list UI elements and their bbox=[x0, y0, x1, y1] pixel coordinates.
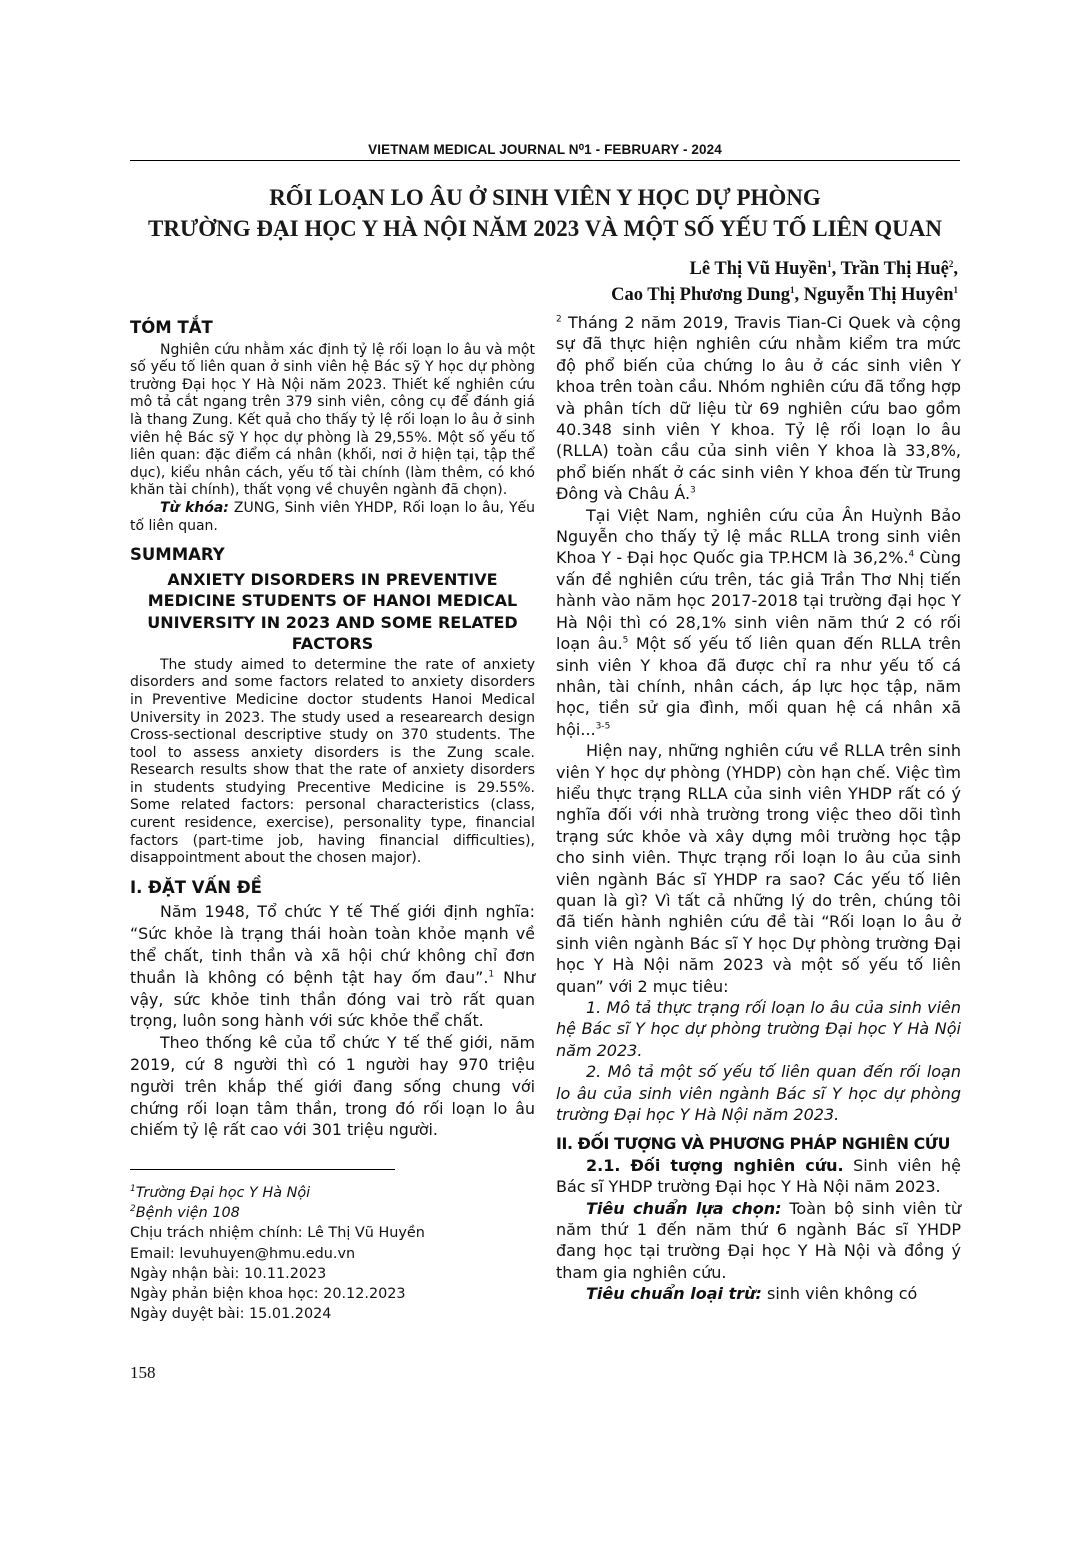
left-column bbox=[130, 312, 535, 1141]
footnote-affil-2-text: Bệnh viện 108 bbox=[135, 1205, 240, 1222]
footnote-accepted: Ngày duyệt bài: 15.01.2024 bbox=[130, 1306, 332, 1323]
objective-2: 2. Mô tả một số yếu tố liên quan đến rối loạn lo âu của sinh viên ngành Bác sĩ Y học dự phòng trường Đại học Y Hà Nội năm 2023. bbox=[556, 1062, 961, 1125]
exclusion-text: sinh viên không có bbox=[761, 1284, 918, 1304]
summary-title: ANXIETY DISORDERS IN PREVENTIVE MEDICINE STUDENTS OF HANOI MEDICAL UNIVERSITY IN 2023 AND SOME RELATED FACTORS bbox=[147, 569, 518, 654]
footnote-affil-1-text: Trường Đại học Y Hà Nội bbox=[135, 1185, 311, 1201]
abstract-text: Nghiên cứu nhằm xác định tỷ lệ rối loạn lo âu và một số yếu tố liên quan ở sinh viên hệ Bác sỹ Y học dự phòng trường Đại học Y Hà Nội năm 2023. Thiết kế nghiên cứu mô tả cắt ngang trên 379 sinh viên, công cụ để đánh giá là thang Zung. Kết quả cho thấy tỷ lệ rối loạn lo âu ở sinh viên hệ Bác sỹ Y học dự phòng là 29,55%. Một số yếu tố liên quan: đặc điểm cá nhân (khối, nơi ở hiện tại, tập thể dục), kiểu nhân cách, yếu tố tài chính (làm thêm, có khó khăn tài chính), thất vọng về chuyên ngành đã chọn). bbox=[130, 341, 535, 499]
intro-p3-end: Một số yếu tố liên quan đến RLLA trên sinh viên Y khoa đã được chỉ ra như yếu tố cá nhân, tài chính, nhân cách, áp lực học tập, năm học, tiền sử gia đình, mối quan hệ cá nhân xã hội... bbox=[556, 634, 962, 739]
inclusion-text: Toàn bộ sinh viên từ năm thứ 1 đến năm thứ 6 ngành Bác sĩ YHDP đang học tại trường Đại học Y Hà Nội và đồng ý tham gia nghiên cứu. bbox=[556, 1198, 961, 1282]
journal-header: VIETNAM MEDICAL JOURNAL N⁰1 - FEBRUARY - 2024 bbox=[368, 142, 722, 157]
footnote-affil-2 bbox=[130, 1203, 535, 1223]
citation: 2 bbox=[556, 314, 562, 325]
methods-subjects-text: Sinh viên hệ Bác sĩ YHDP trường Đại học Y Hà Nội năm 2023. bbox=[556, 1155, 962, 1197]
citation: 3-5 bbox=[595, 721, 611, 732]
objective-1: 1. Mô tả thực trạng rối loạn lo âu của sinh viên hệ Bác sĩ Y học dự phòng trường Đại học Y Hà Nội năm 2023. bbox=[556, 998, 961, 1060]
inclusion-label: Tiêu chuẩn lựa chọn: bbox=[586, 1198, 782, 1218]
intro-paragraph-1 bbox=[130, 901, 535, 1032]
exclusion-label: Tiêu chuẩn loại trừ: bbox=[586, 1284, 762, 1304]
authors-line-1: Lê Thị Vũ Huyền$^1$, Trần Thị Huệ$^2$, bbox=[689, 258, 958, 279]
header-rule bbox=[130, 160, 960, 161]
intro-p2-cont-text: Tháng 2 năm 2019, Travis Tian-Ci Quek và cộng sự đã thực hiện nghiên cứu nhằm kiểm tra mức độ phổ biến của chứng lo âu ở các sinh viên Y khoa trên toàn cầu. Nhóm nghiên cứu đã tổng hợp và phân tích dữ liệu từ 69 nghiên cứu bao gồm 40.348 sinh viên Y khoa. Tỷ lệ rối loạn lo âu (RLLA) toàn cầu của sinh viên Y khoa là 33,8%, phổ biến nhất ở các sinh viên Y khoa đến từ Trung Đông và Châu Á. bbox=[556, 313, 961, 504]
article-title bbox=[130, 182, 960, 244]
intro-heading: I. ĐẶT VẤN ĐỀ bbox=[130, 877, 262, 897]
right-column bbox=[556, 312, 961, 1305]
author-3-affil: 1 bbox=[789, 284, 795, 295]
keywords bbox=[130, 500, 535, 535]
footnote-affil-1-mark: 1 bbox=[130, 1184, 136, 1195]
citation: 3 bbox=[690, 485, 696, 496]
keywords-text: ZUNG, Sinh viên YHDP, Rối loạn lo âu, Yếu tố liên quan. bbox=[130, 499, 535, 534]
author-list bbox=[358, 256, 958, 308]
author-1: Lê Thị Vũ Huyền bbox=[689, 259, 828, 279]
intro-p1-end: Như vậy, sức khỏe tinh thần đóng vai trò rất quan trọng, luôn song hành với sức khỏe thể chất. bbox=[130, 967, 535, 1031]
footnote-email: Email: levuhuyen@hmu.edu.vn bbox=[130, 1245, 356, 1262]
keywords-label: Từ khóa: bbox=[160, 499, 229, 516]
footnote-affil-1 bbox=[130, 1183, 535, 1203]
authors-line-2: Cao Thị Phương Dung$^1$, Nguyễn Thị Huyên$^1$ bbox=[611, 284, 958, 305]
footnote-reviewed: Ngày phản biện khoa học: 20.12.2023 bbox=[130, 1286, 406, 1303]
author-4: Nguyễn Thị Huyên bbox=[803, 285, 954, 305]
summary-heading: SUMMARY bbox=[130, 545, 225, 565]
footnote-affil-2-mark: 2 bbox=[130, 1204, 136, 1215]
page-number: 158 bbox=[130, 1363, 156, 1382]
inclusion-criteria bbox=[556, 1198, 961, 1284]
citation: 5 bbox=[622, 635, 629, 646]
intro-paragraph-2-start: Theo thống kê của tổ chức Y tế thế giới, năm 2019, cứ 8 người thì có 1 người hay 970 triệu người trên khắp thế giới đang sống chung với chứng rối loạn tâm thần, trong đó rối loạn lo âu chiếm tỷ lệ rất cao với 301 triệu người. bbox=[130, 1033, 535, 1140]
author-2: Trần Thị Huệ bbox=[840, 259, 949, 279]
methods-subjects bbox=[556, 1155, 961, 1198]
abstract-heading: TÓM TẮT bbox=[130, 318, 213, 337]
intro-paragraph-2-cont bbox=[556, 312, 961, 505]
author-3: Cao Thị Phương Dung bbox=[611, 285, 790, 305]
footnote-corresponding: Chịu trách nhiệm chính: Lê Thị Vũ Huyền bbox=[130, 1225, 425, 1242]
methods-heading: II. ĐỐI TƯỢNG VÀ PHƯƠNG PHÁP NGHIÊN CỨU bbox=[556, 1134, 951, 1154]
title-line-1: RỐI LOẠN LO ÂU Ở SINH VIÊN Y HỌC DỰ PHÒNG bbox=[269, 185, 821, 210]
intro-paragraph-4: Hiện nay, những nghiên cứu về RLLA trên sinh viên Y học dự phòng (YHDP) còn hạn chế. Việc tìm hiểu thực trạng RLLA của sinh viên YHDP rất có ý nghĩa đối với nhà trường trong việc theo dõi tình trạng sức khỏe và xây dựng môi trường học tập cho sinh viên. Thực trạng rối loạn lo âu của sinh viên ngành Bác sĩ YHDP ra sao? Các yếu tố liên quan là gì? Vì tất cả những lý do trên, chúng tôi đã tiến hành nghiên cứu đề tài “Rối loạn lo âu ở sinh viên ngành Bác sĩ Y học Dự phòng trường Đại học Y Hà Nội năm 2023 và một số yếu tố liên quan” với 2 mục tiêu: bbox=[556, 741, 961, 996]
summary-text: The study aimed to determine the rate of anxiety disorders and some factors related to anxiety disorders in Preventive Medicine doctor students Hanoi Medical University in 2023. The study used a researearch design Cross-sectional descriptive study on 370 students. The tool to assess anxiety disorders is the Zung scale. Research results show that the rate of anxiety disorders in students studying Precentive Medicine is 29.55%. Some related factors: personal characteristics (class, curent residence, exercise), personality type, financial factors (part-time job, having financial difficulties), disappointment about the chosen major). bbox=[130, 656, 535, 867]
author-4-affil: 1 bbox=[953, 284, 958, 295]
exclusion-criteria bbox=[556, 1283, 961, 1304]
title-line-2: TRƯỜNG ĐẠI HỌC Y HÀ NỘI NĂM 2023 VÀ MỘT SỐ YẾU TỐ LIÊN QUAN bbox=[148, 216, 942, 241]
methods-subjects-label: 2.1. Đối tượng nghiên cứu. bbox=[586, 1155, 844, 1175]
footnote-received: Ngày nhận bài: 10.11.2023 bbox=[130, 1265, 327, 1282]
author-2-affil: 2 bbox=[948, 258, 954, 269]
intro-p3-mid: Cùng vấn đề nghiên cứu trên, tác giả Trần Thơ Nhị tiến hành vào năm học 2017-2018 tại trường đại học Y Hà Nội thì có 28,1% sinh viên năm thứ 2 có rối loạn âu. bbox=[556, 548, 961, 654]
intro-p3-text: Tại Việt Nam, nghiên cứu của Ân Huỳnh Bảo Nguyễn cho thấy tỷ lệ mắc RLLA trong sinh viên Khoa Y - Đại học Quốc gia TP.HCM là 36,2%. bbox=[556, 505, 961, 568]
intro-p1-text: Năm 1948, Tổ chức Y tế Thế giới định nghĩa: “Sức khỏe là trạng thái hoàn toàn khỏe mạnh về thể chất, tinh thần và xã hội chứ không chỉ đơn thuần là không có bệnh tật hay ốm đau”. bbox=[130, 902, 535, 987]
footnotes bbox=[130, 1183, 535, 1324]
footnote-rule bbox=[130, 1169, 395, 1170]
citation: 4 bbox=[908, 550, 915, 561]
citation: 1 bbox=[488, 969, 495, 980]
author-1-affil: 1 bbox=[827, 258, 832, 269]
intro-paragraph-3 bbox=[556, 505, 961, 740]
